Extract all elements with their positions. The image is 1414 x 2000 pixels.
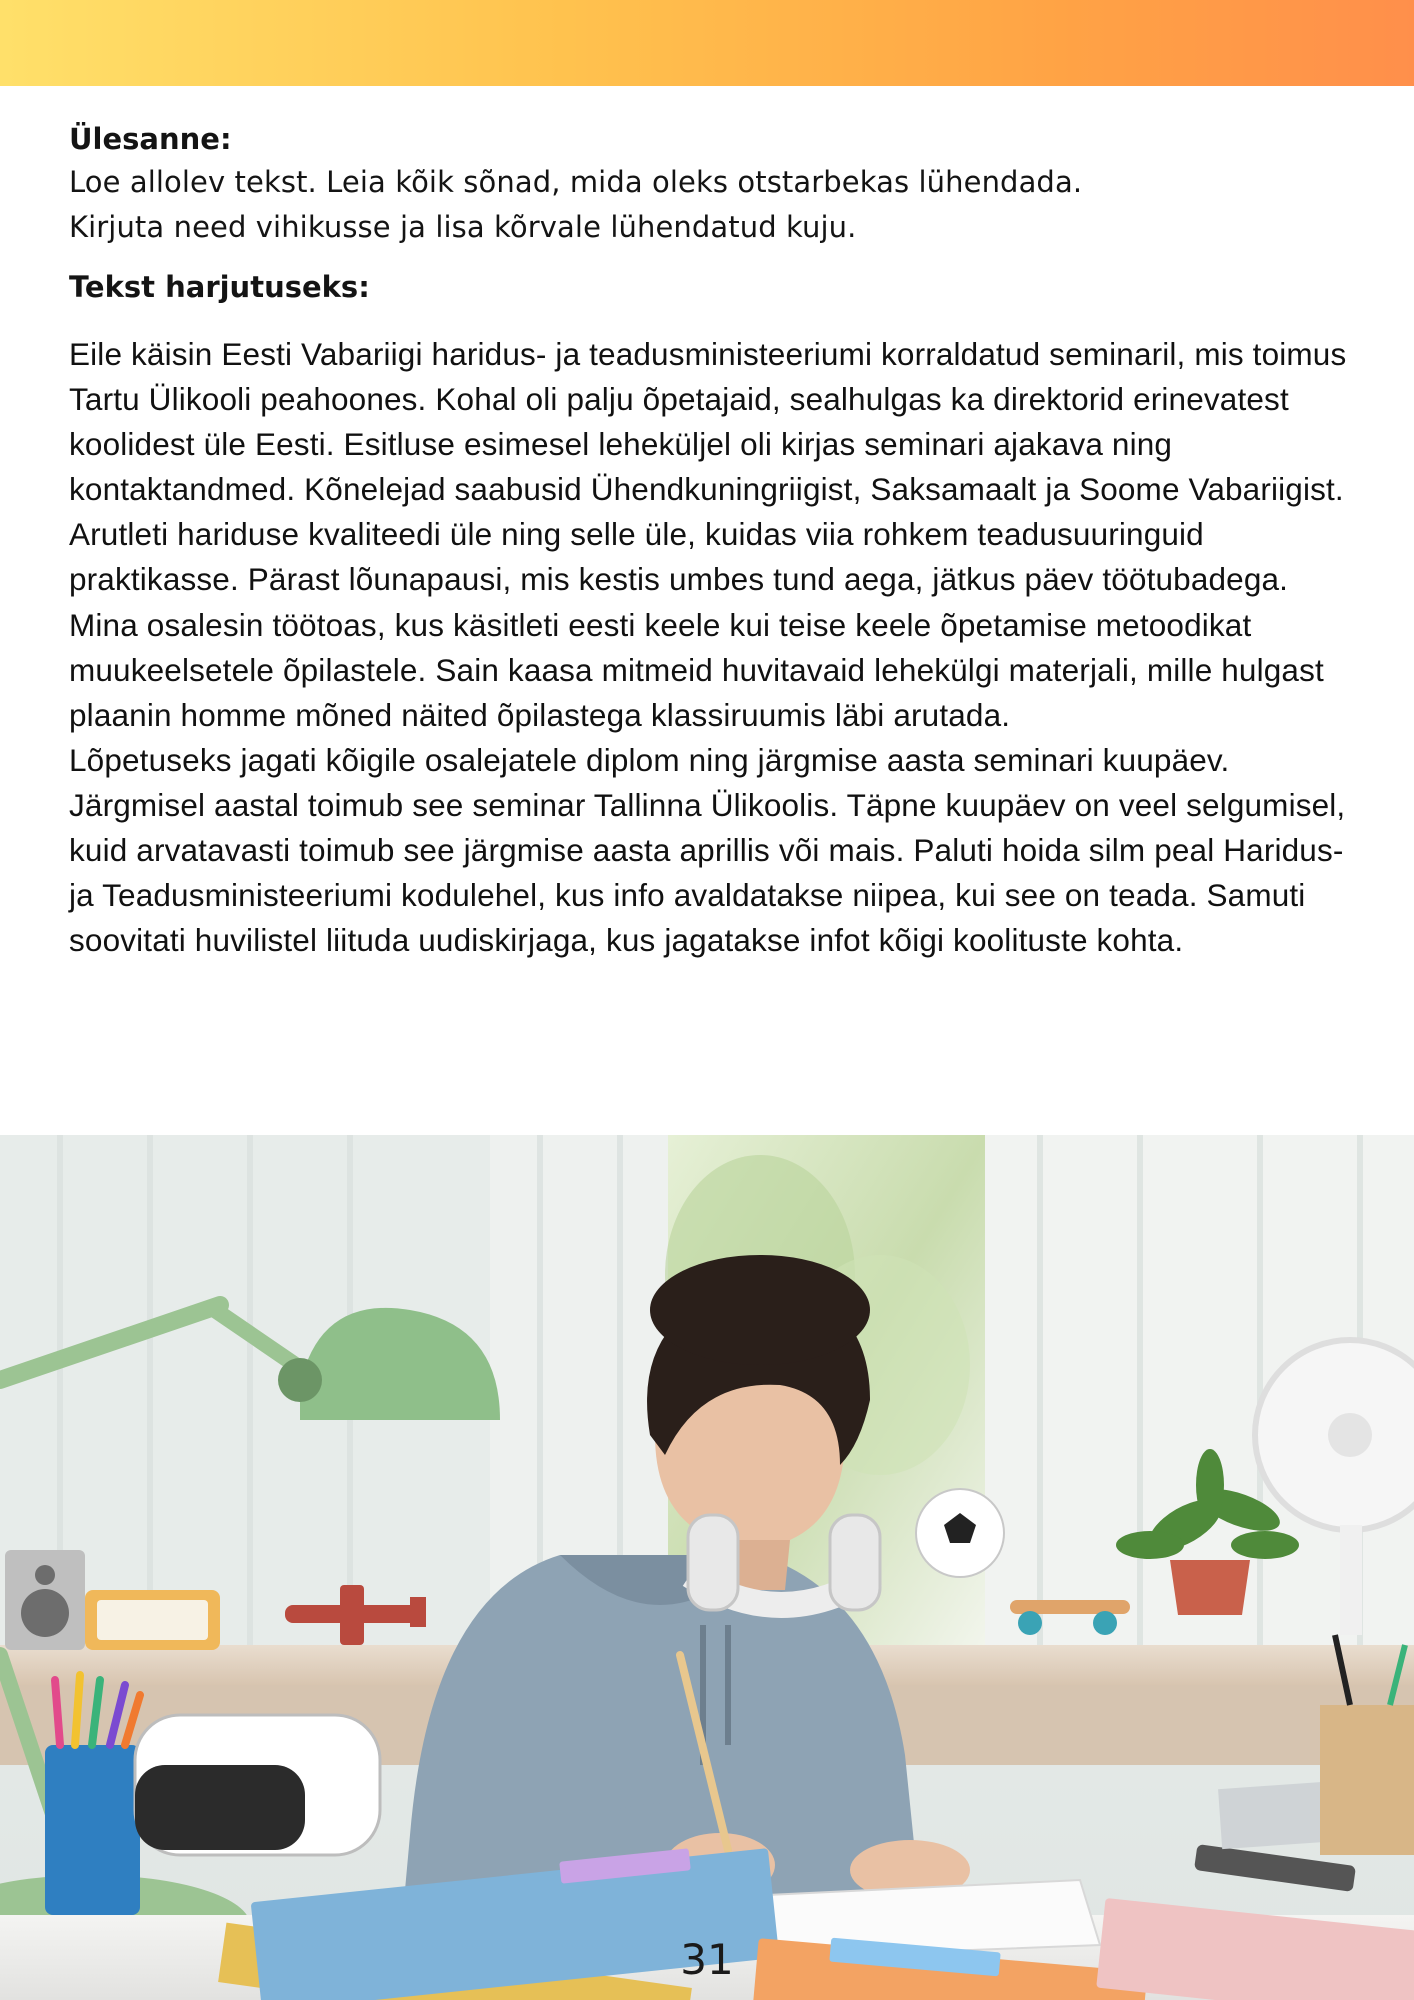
exercise-paragraph-2: Lõpetuseks jagati kõigile osalejatele diplom ning järgmise aasta seminari kuupäev. Järgmisel aastal toimub see seminar Tallinna Ülikoolis. Täpne kuupäev on veel selgumisel, kuid arvatavasti toimub see järgmise aasta aprillis või mais. Paluti hoida silm peal Haridus- ja Teadusministeeriumi kodulehel, kus info avaldatakse niipea, kui see on teada. Samuti soovitati huvilistel liituda uudiskirjaga, kus jagatakse infot kõigi koolituste kohta.	[69, 741, 1346, 959]
page-number: 31	[680, 1935, 734, 1984]
task-instruction-2: Kirjuta need vihikusse ja lisa kõrvale lühendatud kuju.	[69, 210, 857, 244]
exercise-paragraph-1: Eile käisin Eesti Vabariigi haridus- ja teadusministeeriumi korraldatud seminaril, mis toimus Tartu Ülikooli peahoones. Kohal oli palju õpetajaid, sealhulgas ka direktorid erinevatest koolidest üle Eesti. Esitluse esimesel leheküljel oli kirjas seminari ajakava ning kontaktandmed. Kõnelejad saabusid Ühendkuningriigist, Saksamaalt ja Soome Vabariigist. Arutleti hariduse kvaliteedi üle ning selle üle, kuidas viia rohkem teadusuuringuid praktikasse. Pärast lõunapausi, mis kestis umbes tund aega, jätkus päev töötubadega. Mina osalesin töötoas, kus käsitleti eesti keele kui teise keele õpetamise metoodikat muukeelsetele õpilastele. Sain kaasa mitmeid huvitavaid lehekülgi materjali, mille hulgast plaanin homme mõned näited õpilastega klassiruumis läbi arutada.	[69, 336, 1347, 733]
task-instruction-1: Loe allolev tekst. Leia kõik sõnad, mida oleks otstarbekas lühendada.	[69, 165, 1083, 199]
top-gradient-band	[0, 0, 1414, 86]
task-heading: Ülesanne:	[69, 122, 232, 156]
exercise-text	[69, 332, 1359, 963]
exercise-heading: Tekst harjutuseks:	[69, 270, 370, 304]
student-studying-photo	[0, 1135, 1414, 2000]
page-content	[69, 118, 1359, 963]
